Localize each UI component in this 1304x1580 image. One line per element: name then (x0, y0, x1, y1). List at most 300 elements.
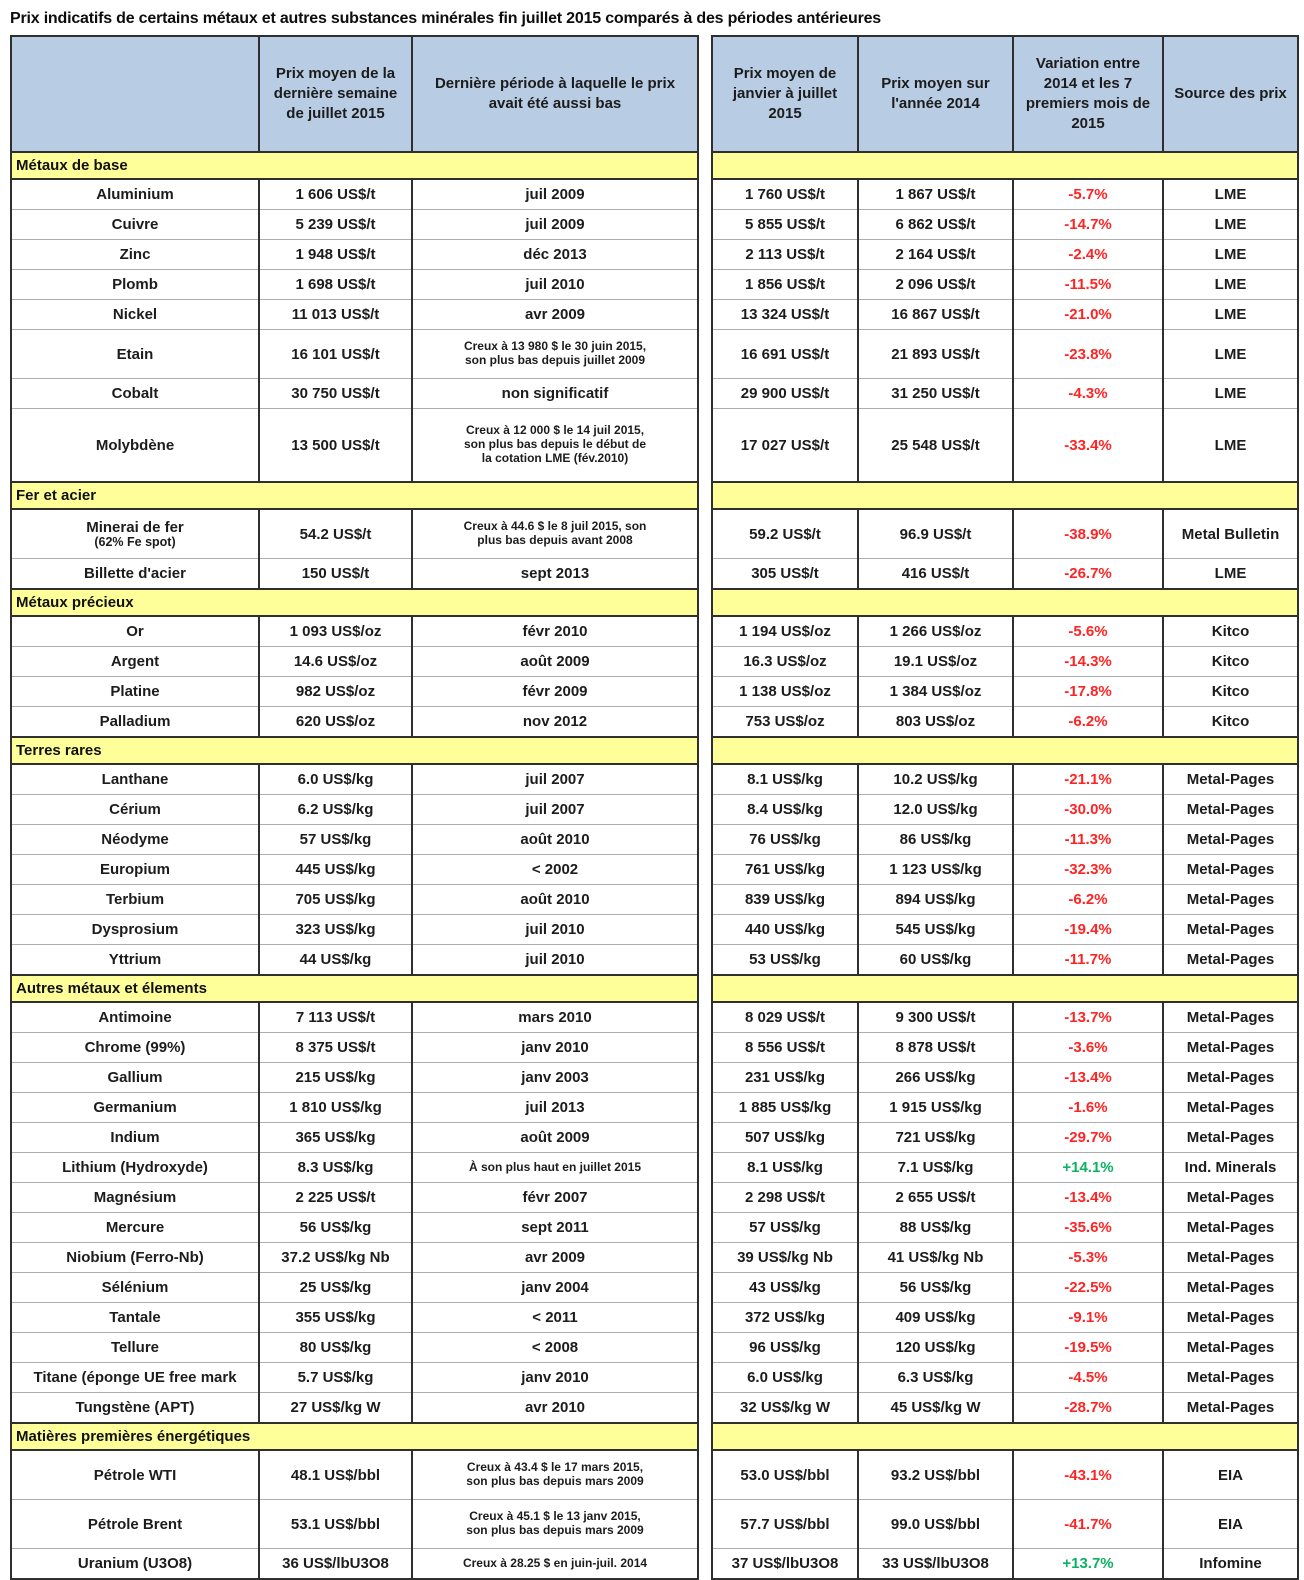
price-source: Metal-Pages (1163, 1303, 1298, 1333)
variation-value: -19.4% (1013, 915, 1163, 945)
price-source: Metal-Pages (1163, 915, 1298, 945)
section-header-row (712, 589, 1298, 616)
row-label: Pétrole Brent (11, 1500, 259, 1549)
price-last-week: 1 093 US$/oz (259, 616, 412, 647)
row-label: Tungstène (APT) (11, 1393, 259, 1424)
price-last-week: 80 US$/kg (259, 1333, 412, 1363)
variation-value: -4.3% (1013, 379, 1163, 409)
row-label: Pétrole WTI (11, 1450, 259, 1500)
price-jan-jul-2015: 8 029 US$/t (712, 1002, 858, 1033)
table-row (11, 1393, 698, 1424)
price-source: LME (1163, 240, 1298, 270)
price-source: Metal-Pages (1163, 855, 1298, 885)
price-last-week: 36 US$/lbU3O8 (259, 1549, 412, 1580)
row-label: Etain (11, 330, 259, 379)
right-table-body (712, 152, 1298, 1579)
last-low-period: juil 2007 (412, 795, 698, 825)
price-jan-jul-2015: 16 691 US$/t (712, 330, 858, 379)
price-last-week: 44 US$/kg (259, 945, 412, 976)
table-row (11, 915, 698, 945)
variation-value: -13.4% (1013, 1183, 1163, 1213)
price-last-week: 57 US$/kg (259, 825, 412, 855)
section-spacer (712, 589, 1298, 616)
price-source: LME (1163, 379, 1298, 409)
price-2014: 56 US$/kg (858, 1273, 1013, 1303)
table-row (11, 825, 698, 855)
section-header-row (11, 975, 698, 1002)
table-row (11, 270, 698, 300)
right-price-table (711, 35, 1299, 1580)
price-jan-jul-2015: 39 US$/kg Nb (712, 1243, 858, 1273)
section-spacer (712, 737, 1298, 764)
variation-value: -41.7% (1013, 1500, 1163, 1549)
price-2014: 19.1 US$/oz (858, 647, 1013, 677)
price-last-week: 54.2 US$/t (259, 509, 412, 559)
last-low-period: févr 2007 (412, 1183, 698, 1213)
last-low-period: août 2010 (412, 885, 698, 915)
table-row (712, 764, 1298, 795)
price-last-week: 27 US$/kg W (259, 1393, 412, 1424)
section-header-row (11, 152, 698, 179)
variation-value: -5.3% (1013, 1243, 1163, 1273)
table-row (11, 1450, 698, 1500)
last-low-period: août 2009 (412, 1123, 698, 1153)
price-last-week: 7 113 US$/t (259, 1002, 412, 1033)
price-source: Metal-Pages (1163, 764, 1298, 795)
table-row (712, 409, 1298, 483)
row-label: Plomb (11, 270, 259, 300)
price-2014: 721 US$/kg (858, 1123, 1013, 1153)
row-label: Tellure (11, 1333, 259, 1363)
price-last-week: 6.0 US$/kg (259, 764, 412, 795)
price-2014: 1 867 US$/t (858, 179, 1013, 210)
row-label: Gallium (11, 1063, 259, 1093)
table-row (11, 240, 698, 270)
price-source: Metal-Pages (1163, 1393, 1298, 1424)
price-last-week: 5 239 US$/t (259, 210, 412, 240)
table-row (712, 825, 1298, 855)
variation-value: -30.0% (1013, 795, 1163, 825)
price-jan-jul-2015: 372 US$/kg (712, 1303, 858, 1333)
price-2014: 33 US$/lbU3O8 (858, 1549, 1013, 1580)
section-label: Métaux de base (11, 152, 698, 179)
price-2014: 41 US$/kg Nb (858, 1243, 1013, 1273)
last-low-period: juil 2009 (412, 210, 698, 240)
variation-value: -17.8% (1013, 677, 1163, 707)
table-row (11, 1333, 698, 1363)
price-2014: 9 300 US$/t (858, 1002, 1013, 1033)
price-jan-jul-2015: 753 US$/oz (712, 707, 858, 738)
table-row (11, 1033, 698, 1063)
price-source: Metal-Pages (1163, 1063, 1298, 1093)
price-source: LME (1163, 330, 1298, 379)
table-row (11, 647, 698, 677)
variation-value: -13.4% (1013, 1063, 1163, 1093)
table-row (712, 915, 1298, 945)
price-last-week: 2 225 US$/t (259, 1183, 412, 1213)
table-row (11, 1002, 698, 1033)
price-2014: 8 878 US$/t (858, 1033, 1013, 1063)
table-row (712, 330, 1298, 379)
price-source: Ind. Minerals (1163, 1153, 1298, 1183)
variation-value: -32.3% (1013, 855, 1163, 885)
table-row (11, 509, 698, 559)
last-low-period: non significatif (412, 379, 698, 409)
variation-value: -14.7% (1013, 210, 1163, 240)
table-row (712, 855, 1298, 885)
price-jan-jul-2015: 8.1 US$/kg (712, 764, 858, 795)
variation-value: -33.4% (1013, 409, 1163, 483)
table-row (11, 1363, 698, 1393)
table-row (712, 647, 1298, 677)
table-row (712, 1033, 1298, 1063)
price-last-week: 37.2 US$/kg Nb (259, 1243, 412, 1273)
table-row (712, 885, 1298, 915)
price-last-week: 6.2 US$/kg (259, 795, 412, 825)
price-2014: 1 123 US$/kg (858, 855, 1013, 885)
table-row (712, 1273, 1298, 1303)
price-last-week: 8.3 US$/kg (259, 1153, 412, 1183)
variation-value: -3.6% (1013, 1033, 1163, 1063)
price-jan-jul-2015: 29 900 US$/t (712, 379, 858, 409)
price-2014: 1 266 US$/oz (858, 616, 1013, 647)
row-label: Cérium (11, 795, 259, 825)
price-2014: 266 US$/kg (858, 1063, 1013, 1093)
price-jan-jul-2015: 76 US$/kg (712, 825, 858, 855)
price-2014: 25 548 US$/t (858, 409, 1013, 483)
price-jan-jul-2015: 1 138 US$/oz (712, 677, 858, 707)
section-spacer (712, 975, 1298, 1002)
variation-value: -11.7% (1013, 945, 1163, 976)
section-spacer (712, 1423, 1298, 1450)
table-row (712, 1333, 1298, 1363)
last-low-period: août 2010 (412, 825, 698, 855)
price-jan-jul-2015: 13 324 US$/t (712, 300, 858, 330)
table-row (11, 677, 698, 707)
table-row (712, 1393, 1298, 1424)
row-label: Germanium (11, 1093, 259, 1123)
price-jan-jul-2015: 96 US$/kg (712, 1333, 858, 1363)
table-row (11, 330, 698, 379)
price-2014: 409 US$/kg (858, 1303, 1013, 1333)
price-source: LME (1163, 409, 1298, 483)
table-row (712, 559, 1298, 590)
row-label: Titane (éponge UE free mark (11, 1363, 259, 1393)
table-row (712, 1153, 1298, 1183)
table-row (11, 855, 698, 885)
price-last-week: 14.6 US$/oz (259, 647, 412, 677)
price-source: Metal-Pages (1163, 885, 1298, 915)
col-header-last-period: Dernière période à laquelle le prix avait été aussi bas (412, 36, 698, 152)
price-jan-jul-2015: 839 US$/kg (712, 885, 858, 915)
price-last-week: 150 US$/t (259, 559, 412, 590)
row-label: Uranium (U3O8) (11, 1549, 259, 1580)
price-jan-jul-2015: 53.0 US$/bbl (712, 1450, 858, 1500)
variation-value: -6.2% (1013, 707, 1163, 738)
price-2014: 10.2 US$/kg (858, 764, 1013, 795)
table-row (11, 300, 698, 330)
section-header-row (11, 482, 698, 509)
row-label: Or (11, 616, 259, 647)
row-label: Lithium (Hydroxyde) (11, 1153, 259, 1183)
table-row (712, 270, 1298, 300)
section-header-row (712, 737, 1298, 764)
price-last-week: 25 US$/kg (259, 1273, 412, 1303)
row-label: Indium (11, 1123, 259, 1153)
price-last-week: 1 810 US$/kg (259, 1093, 412, 1123)
price-jan-jul-2015: 8.4 US$/kg (712, 795, 858, 825)
table-row (712, 616, 1298, 647)
price-2014: 1 915 US$/kg (858, 1093, 1013, 1123)
price-last-week: 705 US$/kg (259, 885, 412, 915)
row-label: Minerai de fer (62% Fe spot) (11, 509, 259, 559)
table-row (11, 1213, 698, 1243)
table-row (11, 1549, 698, 1580)
last-low-period: juil 2010 (412, 945, 698, 976)
section-label: Autres métaux et élements (11, 975, 698, 1002)
price-2014: 7.1 US$/kg (858, 1153, 1013, 1183)
price-source: LME (1163, 559, 1298, 590)
table-row (11, 1273, 698, 1303)
section-header-row (712, 1423, 1298, 1450)
price-last-week: 215 US$/kg (259, 1063, 412, 1093)
section-label: Matières premières énergétiques (11, 1423, 698, 1450)
last-low-period: < 2002 (412, 855, 698, 885)
last-low-period: Creux à 44.6 $ le 8 juil 2015, son plus bas depuis avant 2008 (412, 509, 698, 559)
price-source: Metal Bulletin (1163, 509, 1298, 559)
last-low-period: avr 2010 (412, 1393, 698, 1424)
price-source: Metal-Pages (1163, 1243, 1298, 1273)
table-row (11, 1093, 698, 1123)
row-label: Magnésium (11, 1183, 259, 1213)
price-jan-jul-2015: 57 US$/kg (712, 1213, 858, 1243)
variation-value: -2.4% (1013, 240, 1163, 270)
price-last-week: 1 698 US$/t (259, 270, 412, 300)
last-low-period: < 2011 (412, 1303, 698, 1333)
header-row-right (712, 36, 1298, 152)
variation-value: -35.6% (1013, 1213, 1163, 1243)
row-label: Sélénium (11, 1273, 259, 1303)
price-source: Metal-Pages (1163, 825, 1298, 855)
price-jan-jul-2015: 5 855 US$/t (712, 210, 858, 240)
price-jan-jul-2015: 32 US$/kg W (712, 1393, 858, 1424)
price-source: Kitco (1163, 616, 1298, 647)
table-row (712, 240, 1298, 270)
variation-value: -26.7% (1013, 559, 1163, 590)
table-row (11, 764, 698, 795)
last-low-period: juil 2007 (412, 764, 698, 795)
price-2014: 99.0 US$/bbl (858, 1500, 1013, 1549)
table-row (11, 707, 698, 738)
price-2014: 21 893 US$/t (858, 330, 1013, 379)
table-row (712, 1500, 1298, 1549)
price-source: Metal-Pages (1163, 1333, 1298, 1363)
price-jan-jul-2015: 761 US$/kg (712, 855, 858, 885)
table-row (11, 616, 698, 647)
table-row (11, 1123, 698, 1153)
price-last-week: 445 US$/kg (259, 855, 412, 885)
last-low-period: janv 2004 (412, 1273, 698, 1303)
variation-value: -14.3% (1013, 647, 1163, 677)
price-tables (0, 35, 1304, 1580)
col-header-variation: Variation entre 2014 et les 7 premiers mois de 2015 (1013, 36, 1163, 152)
price-2014: 96.9 US$/t (858, 509, 1013, 559)
price-2014: 2 164 US$/t (858, 240, 1013, 270)
price-2014: 60 US$/kg (858, 945, 1013, 976)
price-2014: 93.2 US$/bbl (858, 1450, 1013, 1500)
table-row (712, 300, 1298, 330)
price-2014: 12.0 US$/kg (858, 795, 1013, 825)
variation-value: -29.7% (1013, 1123, 1163, 1153)
price-jan-jul-2015: 59.2 US$/t (712, 509, 858, 559)
variation-value: -22.5% (1013, 1273, 1163, 1303)
row-label: Antimoine (11, 1002, 259, 1033)
left-table-body (11, 152, 698, 1579)
table-row (712, 1063, 1298, 1093)
variation-value: +14.1% (1013, 1153, 1163, 1183)
variation-value: -11.3% (1013, 825, 1163, 855)
last-low-period: juil 2010 (412, 915, 698, 945)
last-low-period: avr 2009 (412, 1243, 698, 1273)
table-row (712, 1450, 1298, 1500)
header-row-left (11, 36, 698, 152)
price-jan-jul-2015: 17 027 US$/t (712, 409, 858, 483)
price-jan-jul-2015: 2 113 US$/t (712, 240, 858, 270)
price-source: Metal-Pages (1163, 1093, 1298, 1123)
section-header-row (712, 975, 1298, 1002)
last-low-period: janv 2003 (412, 1063, 698, 1093)
section-header-row (11, 589, 698, 616)
variation-value: -1.6% (1013, 1093, 1163, 1123)
table-row (11, 210, 698, 240)
row-label: Zinc (11, 240, 259, 270)
last-low-period: < 2008 (412, 1333, 698, 1363)
price-last-week: 56 US$/kg (259, 1213, 412, 1243)
last-low-period: févr 2010 (412, 616, 698, 647)
price-source: Metal-Pages (1163, 795, 1298, 825)
last-low-period: janv 2010 (412, 1363, 698, 1393)
row-label: Néodyme (11, 825, 259, 855)
price-source: Metal-Pages (1163, 1183, 1298, 1213)
table-row (712, 1243, 1298, 1273)
section-header-row (712, 482, 1298, 509)
table-row (712, 945, 1298, 976)
row-label: Terbium (11, 885, 259, 915)
row-label: Platine (11, 677, 259, 707)
table-row (712, 210, 1298, 240)
row-label: Molybdène (11, 409, 259, 483)
price-2014: 16 867 US$/t (858, 300, 1013, 330)
price-source: Kitco (1163, 707, 1298, 738)
price-source: Metal-Pages (1163, 1273, 1298, 1303)
last-low-period: Creux à 13 980 $ le 30 juin 2015, son plus bas depuis juillet 2009 (412, 330, 698, 379)
price-last-week: 355 US$/kg (259, 1303, 412, 1333)
table-row (11, 945, 698, 976)
price-last-week: 11 013 US$/t (259, 300, 412, 330)
price-2014: 45 US$/kg W (858, 1393, 1013, 1424)
section-spacer (712, 152, 1298, 179)
table-row (712, 1363, 1298, 1393)
price-source: Metal-Pages (1163, 1363, 1298, 1393)
price-jan-jul-2015: 305 US$/t (712, 559, 858, 590)
variation-value: -23.8% (1013, 330, 1163, 379)
price-jan-jul-2015: 1 856 US$/t (712, 270, 858, 300)
row-label: Argent (11, 647, 259, 677)
price-last-week: 1 606 US$/t (259, 179, 412, 210)
price-2014: 545 US$/kg (858, 915, 1013, 945)
price-last-week: 323 US$/kg (259, 915, 412, 945)
table-row (712, 677, 1298, 707)
price-last-week: 48.1 US$/bbl (259, 1450, 412, 1500)
last-low-period: Creux à 28.25 $ en juin-juil. 2014 (412, 1549, 698, 1580)
col-header-row-label (11, 36, 259, 152)
variation-value: -5.7% (1013, 179, 1163, 210)
table-row (712, 1093, 1298, 1123)
variation-value: -9.1% (1013, 1303, 1163, 1333)
price-jan-jul-2015: 1 885 US$/kg (712, 1093, 858, 1123)
price-source: Kitco (1163, 677, 1298, 707)
price-source: Metal-Pages (1163, 1213, 1298, 1243)
price-last-week: 365 US$/kg (259, 1123, 412, 1153)
last-low-period: sept 2013 (412, 559, 698, 590)
row-label: Palladium (11, 707, 259, 738)
last-low-period: janv 2010 (412, 1033, 698, 1063)
price-2014: 31 250 US$/t (858, 379, 1013, 409)
price-2014: 120 US$/kg (858, 1333, 1013, 1363)
last-low-period: Creux à 43.4 $ le 17 mars 2015, son plus bas depuis mars 2009 (412, 1450, 698, 1500)
last-low-period: Creux à 45.1 $ le 13 janv 2015, son plus bas depuis mars 2009 (412, 1500, 698, 1549)
table-row (11, 1153, 698, 1183)
table-row (11, 1303, 698, 1333)
price-2014: 6 862 US$/t (858, 210, 1013, 240)
last-low-period: mars 2010 (412, 1002, 698, 1033)
row-label: Dysprosium (11, 915, 259, 945)
price-source: LME (1163, 300, 1298, 330)
row-label: Mercure (11, 1213, 259, 1243)
price-jan-jul-2015: 2 298 US$/t (712, 1183, 858, 1213)
price-2014: 894 US$/kg (858, 885, 1013, 915)
last-low-period: juil 2009 (412, 179, 698, 210)
table-row (11, 1500, 698, 1549)
table-row (11, 795, 698, 825)
price-jan-jul-2015: 8 556 US$/t (712, 1033, 858, 1063)
price-jan-jul-2015: 231 US$/kg (712, 1063, 858, 1093)
price-2014: 86 US$/kg (858, 825, 1013, 855)
table-row (712, 509, 1298, 559)
price-last-week: 16 101 US$/t (259, 330, 412, 379)
variation-value: -13.7% (1013, 1002, 1163, 1033)
row-label: Cobalt (11, 379, 259, 409)
row-label: Chrome (99%) (11, 1033, 259, 1063)
table-row (712, 795, 1298, 825)
price-source: Metal-Pages (1163, 945, 1298, 976)
row-label: Europium (11, 855, 259, 885)
variation-value: -28.7% (1013, 1393, 1163, 1424)
price-2014: 2 655 US$/t (858, 1183, 1013, 1213)
table-row (11, 1063, 698, 1093)
row-label: Billette d'acier (11, 559, 259, 590)
variation-value: -21.0% (1013, 300, 1163, 330)
table-row (712, 707, 1298, 738)
row-label: Niobium (Ferro-Nb) (11, 1243, 259, 1273)
page-title: Prix indicatifs de certains métaux et autres substances minérales fin juillet 2015 comparés à des périodes antérieures (10, 10, 882, 27)
price-last-week: 13 500 US$/t (259, 409, 412, 483)
last-low-period: Creux à 12 000 $ le 14 juil 2015, son plus bas depuis le début de la cotation LME (fév.2010) (412, 409, 698, 483)
price-2014: 88 US$/kg (858, 1213, 1013, 1243)
table-row (11, 1183, 698, 1213)
price-jan-jul-2015: 53 US$/kg (712, 945, 858, 976)
price-2014: 803 US$/oz (858, 707, 1013, 738)
